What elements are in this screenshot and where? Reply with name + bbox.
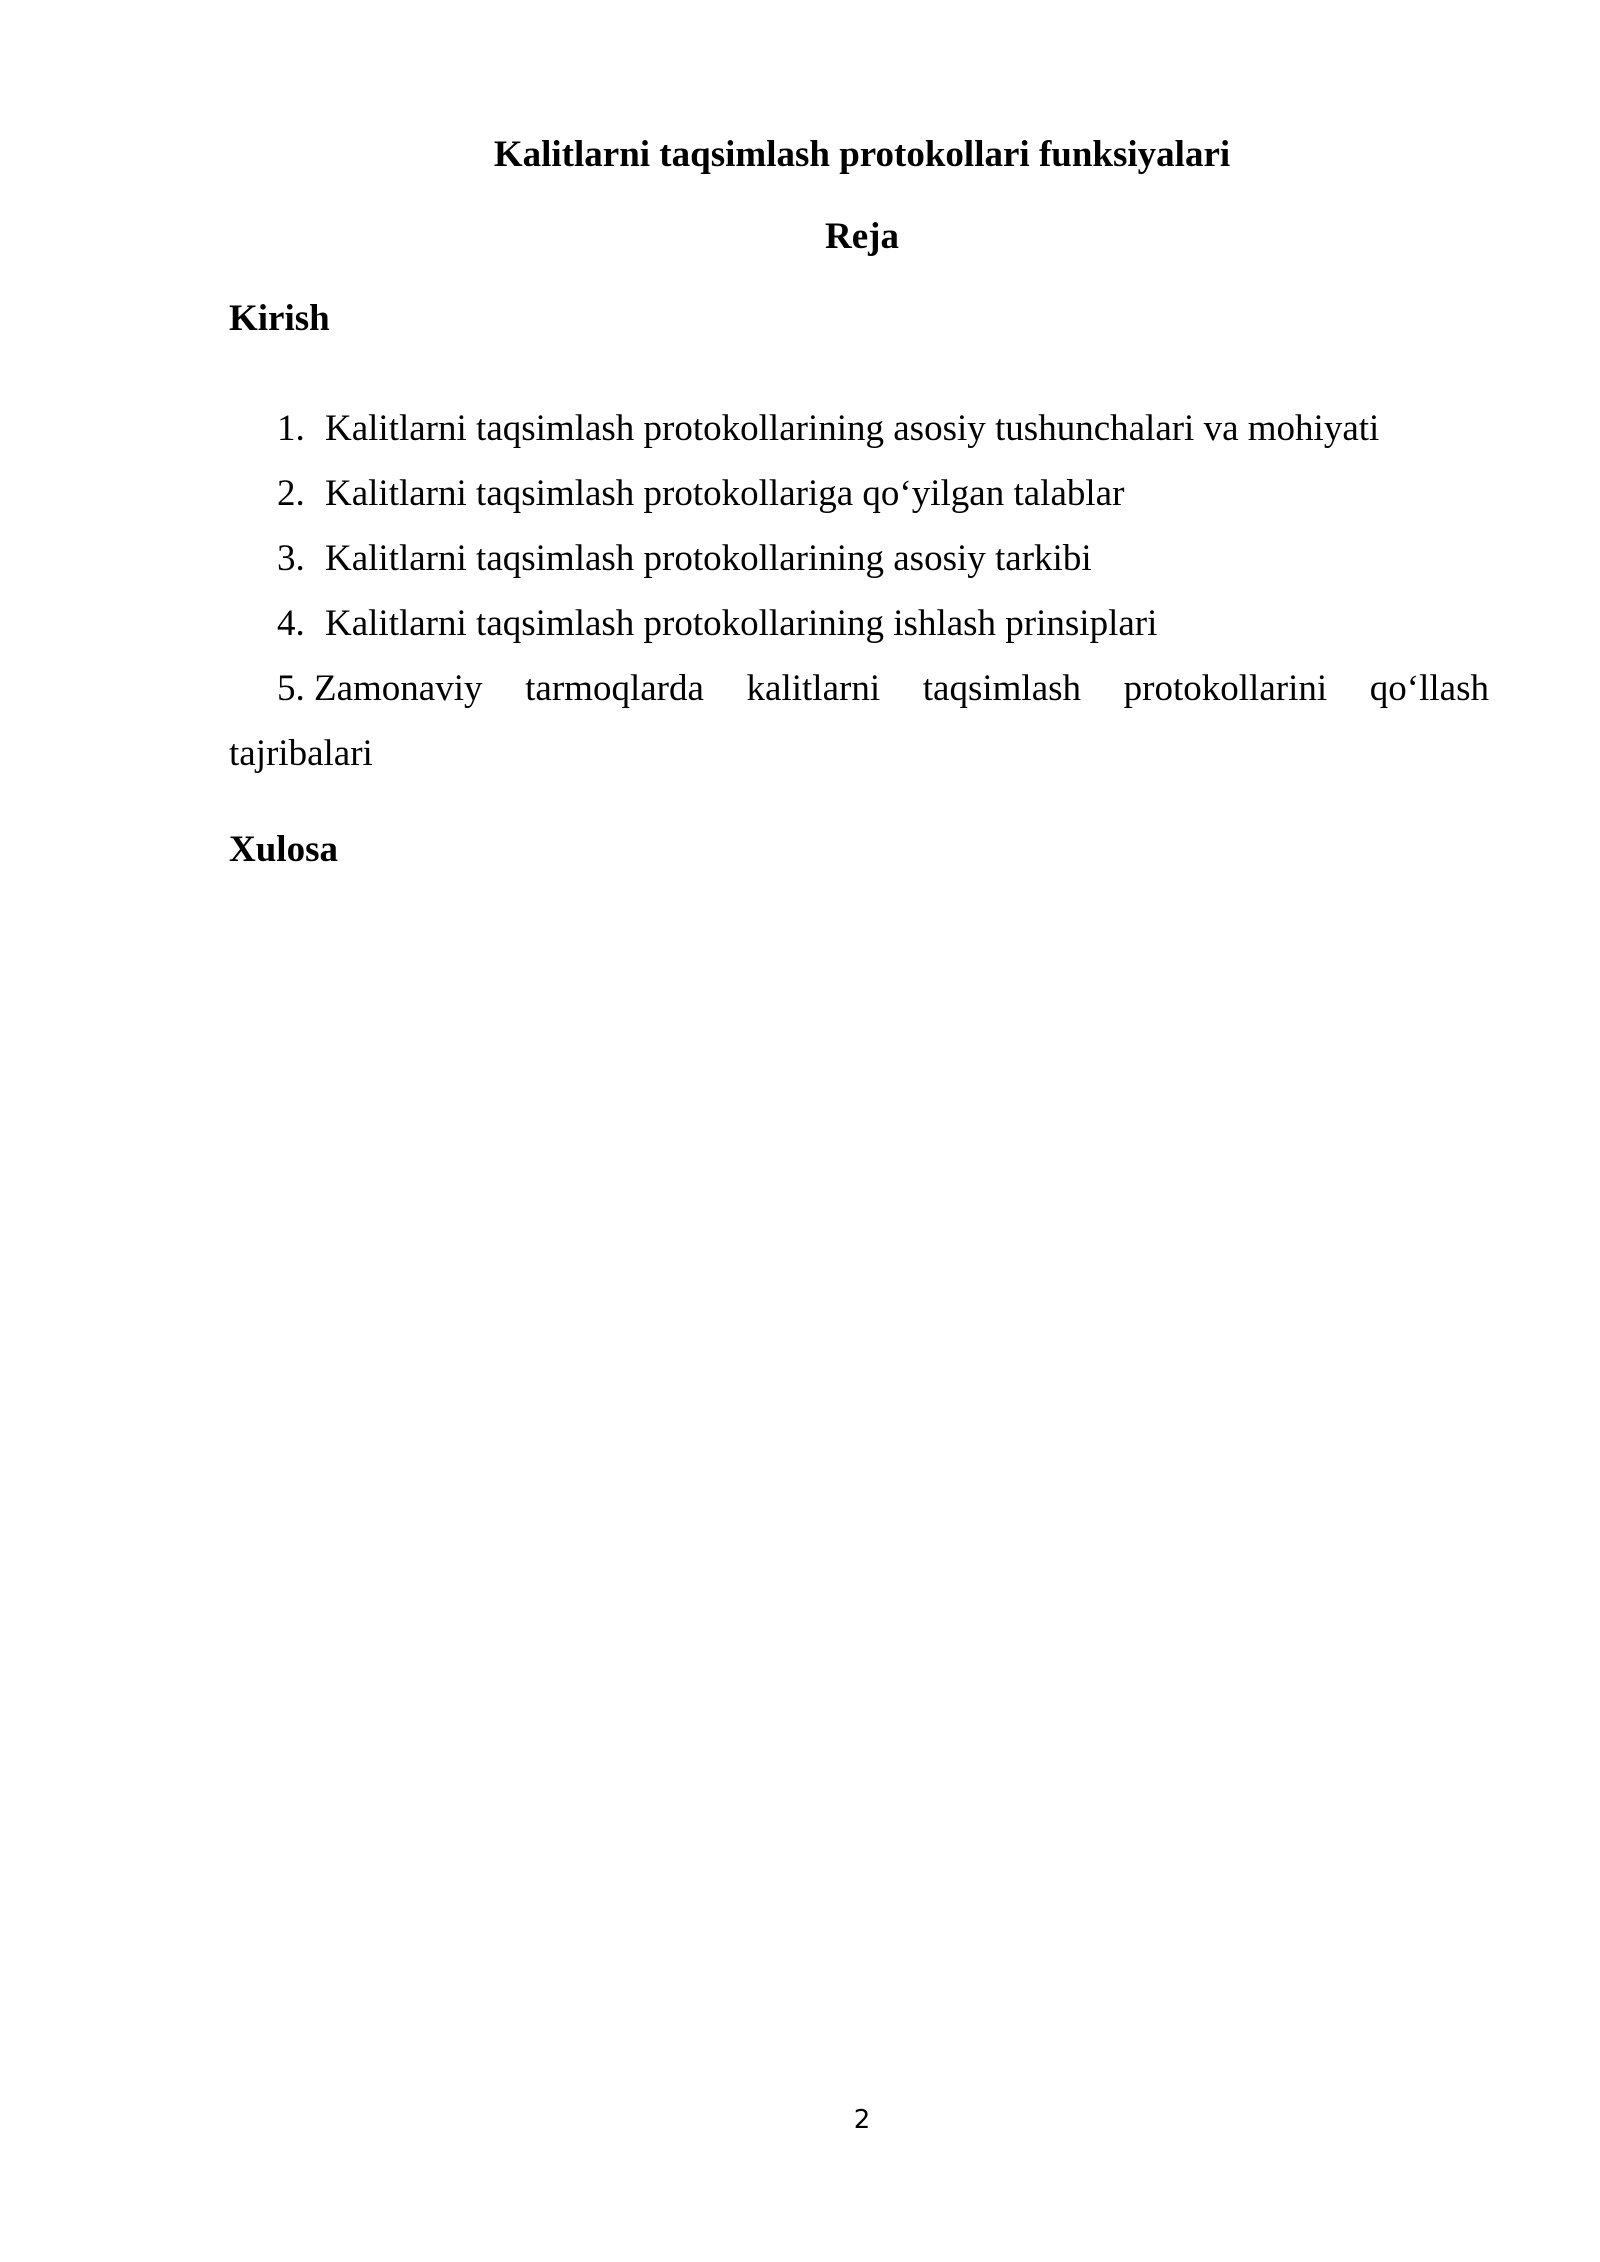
plan-item-3 [229, 526, 1489, 591]
plan-item-text: Kalitlarni taqsimlash protokollarining asosiy tushunchalari va mohiyati [325, 408, 1380, 449]
plan-item-text: Kalitlarni taqsimlash protokollarining asosiy tarkibi [325, 538, 1092, 579]
page-number: 2 [853, 2105, 871, 2135]
plan-item-word: qo‘llash [1369, 668, 1489, 709]
plan-item-5-line-2: tajribalari [229, 733, 373, 774]
plan-item-number: 2. [277, 473, 305, 514]
plan-item-2 [229, 461, 1489, 526]
plan-item-number: 3. [277, 538, 305, 579]
plan-item-number: 1. [277, 408, 305, 449]
plan-heading: Reja [825, 216, 899, 257]
plan-item-word: tarmoqlarda [525, 668, 704, 709]
document-title: Kalitlarni taqsimlash protokollari funksiyalari [493, 134, 1231, 175]
plan-item-5-line-1 [229, 656, 1489, 721]
plan-list [229, 396, 1489, 786]
plan-item-text: Kalitlarni taqsimlash protokollariga qo‘yilgan talablar [325, 473, 1125, 514]
plan-item-text: Kalitlarni taqsimlash protokollarining ishlash prinsiplari [325, 603, 1158, 644]
conclusion-heading: Xulosa [229, 829, 338, 870]
plan-item-word: taqsimlash [922, 668, 1082, 709]
plan-item-word: kalitlarni [746, 668, 881, 709]
plan-item-number: 5. Zamonaviy [277, 668, 483, 709]
intro-heading: Kirish [229, 298, 330, 339]
plan-item-number: 4. [277, 603, 305, 644]
plan-item-4 [229, 591, 1489, 656]
plan-item-1 [229, 396, 1489, 461]
plan-item-word: protokollarini [1123, 668, 1328, 709]
plan-item-5 [229, 656, 1489, 786]
plan-item-word: Zamonaviy [314, 668, 483, 709]
